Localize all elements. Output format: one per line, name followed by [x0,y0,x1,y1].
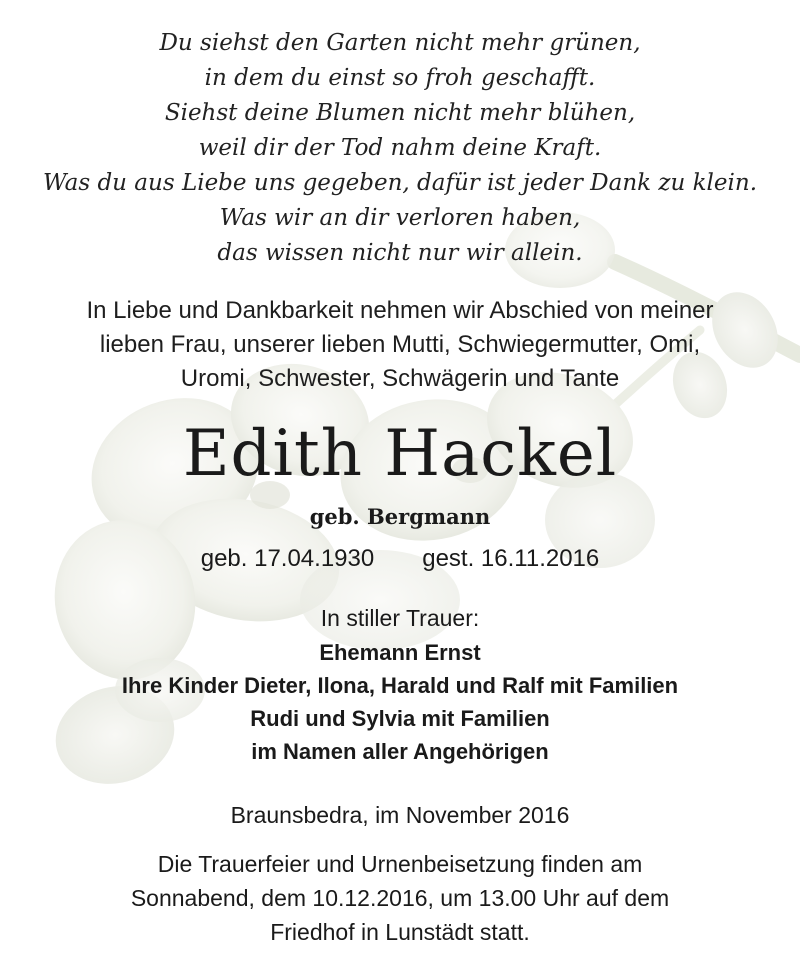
poem-line: in dem du einst so froh geschafft. [204,65,596,91]
death-date: gest. 16.11.2016 [422,545,600,572]
intro-line: Uromi, Schwester, Schwägerin und Tante [180,365,620,392]
mourner-line: Ihre Kinder Dieter, Ilona, Harald und Ralf mit Familien [121,673,679,698]
poem-line: Was du aus Liebe uns gegeben, dafür ist jeder Dank zu klein. [42,170,758,196]
poem-line: Du siehst den Garten nicht mehr grünen, [159,30,641,56]
poem-line: Siehst deine Blumen nicht mehr blühen, [164,100,636,126]
poem-line: das wissen nicht nur wir allein. [217,240,583,266]
mourners-list [0,636,800,768]
life-dates [0,542,800,576]
funeral-info [0,847,800,949]
maiden-name: geb. Bergmann [309,504,491,529]
memorial-poem [0,26,800,271]
poem-line: weil dir der Tod nahm deine Kraft. [198,135,602,161]
funeral-line: Die Trauerfeier und Urnenbeisetzung finden am [157,851,643,877]
place-and-date: Braunsbedra, im November 2016 [230,802,570,828]
mourner-line: im Namen aller Angehörigen [251,739,549,764]
intro-line: lieben Frau, unserer lieben Mutti, Schwiegermutter, Omi, [99,331,701,358]
mourning-label: In stiller Trauer: [320,605,480,631]
poem-line: Was wir an dir verloren haben, [219,205,581,231]
mourner-line: Rudi und Sylvia mit Familien [250,706,550,731]
birth-date: geb. 17.04.1930 [200,545,375,572]
farewell-intro [0,294,800,396]
mourner-line: Ehemann Ernst [319,640,481,665]
intro-line: In Liebe und Dankbarkeit nehmen wir Abschied von meiner [86,297,714,324]
deceased-name: Edith Hackel [182,417,618,491]
funeral-line: Sonnabend, dem 10.12.2016, um 13.00 Uhr auf dem [130,885,670,911]
funeral-line: Friedhof in Lunstädt statt. [270,919,530,945]
